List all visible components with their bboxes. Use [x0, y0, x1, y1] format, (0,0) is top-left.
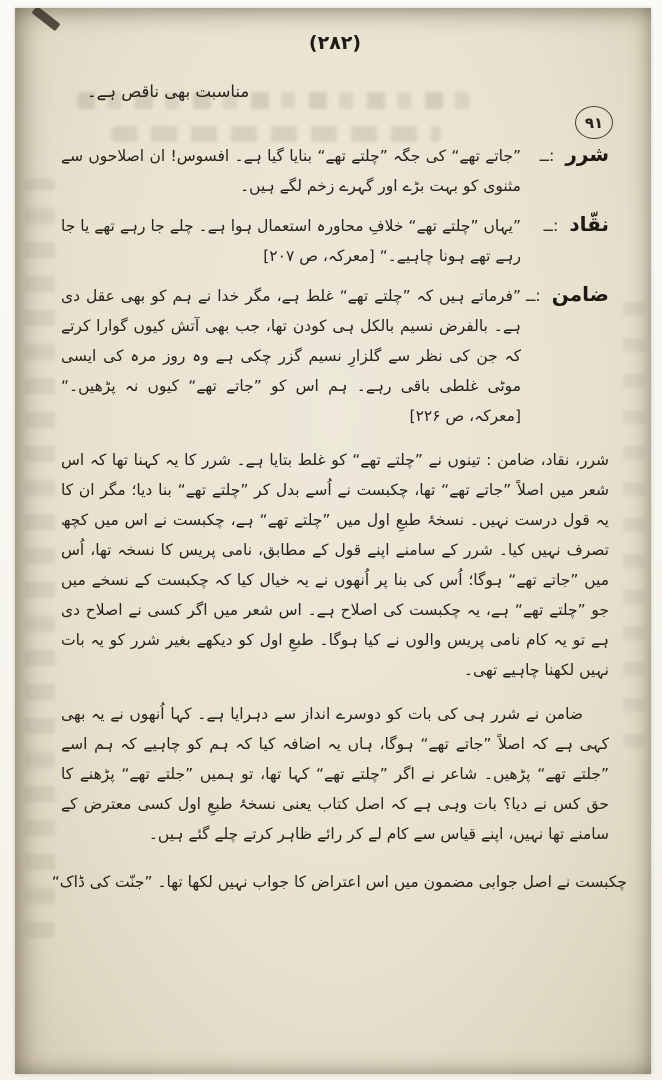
- paragraph-discussion: شرر، نقاد، ضامن : تینوں نے ”چلتے تھے“ کو غلط بتایا ہے۔ شرر کا یہ کہنا تھا کہ اس شعر میں اصلاً ”جاتے تھے“ تھا، چکبست نے اُسے بدل کر ”چلتے تھے“ بنا دیا؛ مگر ان کا یہ قول درست نہیں۔ نسخۂ طبعِ اول میں ”چلتے تھے“ ہے، چکبست نے اس میں کچھ تصرف نہیں کیا۔ شرر کے سامنے اپنے قول کے مطابق، نامی پریس کا نسخہ تھا، اُس میں ”جاتے تھے“ ہوگا؛ اُس کی بنا پر اُنھوں نے یہ خیال کیا کہ چکبست کے نسخے میں جو ”چلتے تھے“ ہے، یہ چکبست کی اصلاح ہے۔ اس شعر میں اگر کسی نے اصلاح دی ہے تو یہ کام نامی پریس والوں نے کیا ہوگا۔ طبعِ اول کو دیکھے بغیر شرر کو یہ بات نہیں لکھنا چاہیے تھی۔: [61, 451, 609, 679]
- carryover-line: مناسبت بھی ناقص ہے۔: [87, 82, 250, 101]
- entry-label-text: ضامن: [551, 282, 609, 306]
- entry-naqqad: [61, 211, 609, 271]
- paragraph-closing: چکبست نے اصل جوابی مضمون میں اس اعتراض کا جواب نہیں لکھا تھا۔ ”جنّت کی ڈاک“: [51, 873, 627, 891]
- entry-sharar: [61, 141, 609, 201]
- entry-label-text: شرر: [565, 142, 609, 166]
- section-number-badge: [575, 106, 613, 139]
- page-content: [15, 8, 651, 1074]
- entry-text-sharar: ”جاتے تھے“ کی جگہ ”چلتے تھے“ بنایا گیا ہے۔ افسوس! ان اصلاحوں سے مثنوی کو بہت بڑے اور گہرے زخم لگے ہیں۔: [61, 147, 521, 195]
- entry-label-zamin: [521, 281, 609, 431]
- entry-zamin: [61, 281, 609, 431]
- entry-text-zamin: ”فرماتے ہیں کہ ”چلتے تھے“ غلط ہے، مگر خدا نے ہم کو بھی عقل دی ہے۔ بالفرض نسیم بالکل ہی کودن تھا، جب بھی آتش کیوں گوارا کرتے کہ جن کی نظر سے گلزارِ نسیم گزر چکی ہے وہ روز مرہ کی ایسی موٹی غلطی باقی رہے۔ ہم اس کو ”جاتے تھے“ کیوں نہ پڑھیں۔“ [معرکہ، ص ۲۲۶]: [61, 287, 521, 425]
- entry-label-separator: :ــ: [539, 146, 555, 165]
- entry-label-text: نقّاد: [569, 212, 609, 236]
- entry-label-sharar: [521, 141, 609, 201]
- entry-label-naqqad: [521, 211, 609, 271]
- entry-label-separator: :ــ: [543, 216, 559, 235]
- paragraph-zamin-restatement: ضامن نے شرر ہی کی بات کو دوسرے انداز سے دہرایا ہے۔ کہا اُنھوں نے یہ بھی کہی ہے کہ اصلاً ”جاتے تھے“ ہوگا، ہاں یہ اضافہ کیا کہ ہم کو چاہیے کہ ہم اسے ”جلتے تھے“ پڑھیں۔ شاعر نے اگر ”چلتے تھے“ کہا تھا، تو ہمیں ”جلتے تھے“ پڑھنے کا حق کس نے دیا؟ بات وہی ہے کہ اصل کتاب یعنی نسخۂ طبعِ اول کسی معترض کے سامنے تھا نہیں، اپنے قیاس سے کام لے کر رائے ظاہر کرتے چلے گئے ہیں۔: [61, 705, 609, 843]
- entry-text-naqqad: ”یہاں ”چلتے تھے“ خلافِ محاورہ استعمال ہوا ہے۔ چلے جا رہے تھے یا جا رہے تھے ہونا چاہیے۔“ [معرکہ، ص ۲۰۷]: [61, 217, 521, 265]
- page-number: (۲۸۲): [308, 32, 362, 54]
- entry-label-separator: :ــ: [526, 286, 541, 305]
- book-page: [15, 8, 651, 1074]
- section-number: ۹۱: [584, 113, 604, 132]
